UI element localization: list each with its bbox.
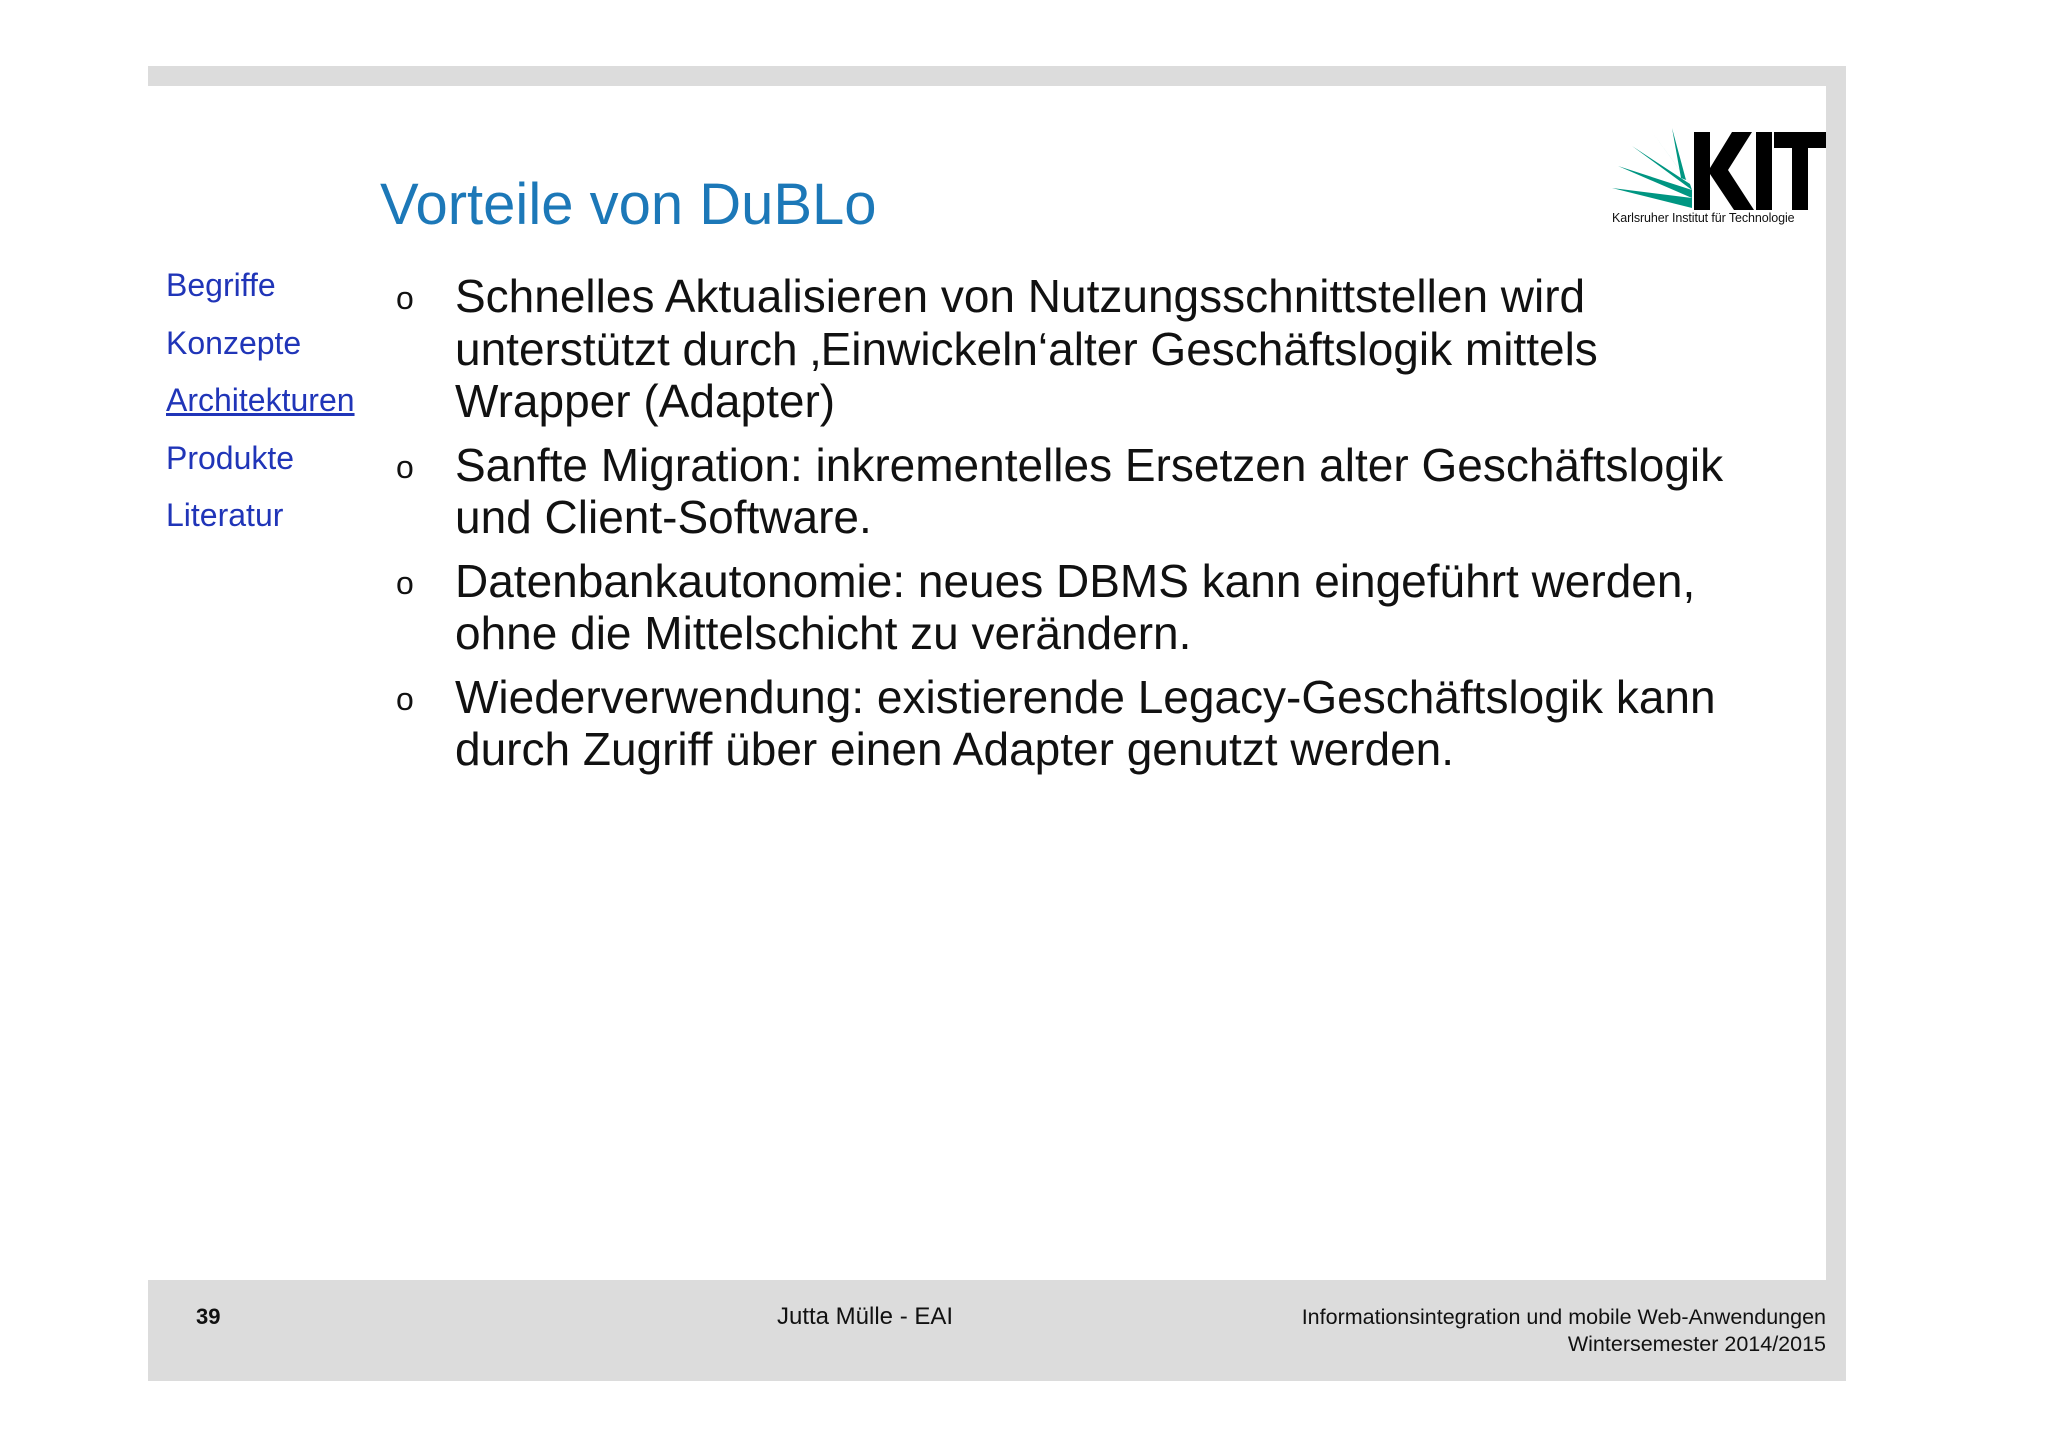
sidebar-item-architekturen[interactable]: Architekturen — [166, 382, 355, 418]
bullet-text-line: und Client-Software. — [455, 491, 872, 543]
footer-course — [1302, 1304, 1826, 1358]
bullet-item — [394, 555, 1814, 660]
kit-logo-graphic — [1612, 128, 1827, 213]
bullet-marker: o — [396, 280, 414, 316]
bullet-marker: o — [396, 680, 414, 717]
bullet-item — [394, 439, 1814, 544]
footer-author: Jutta Mülle - EAI — [776, 1303, 954, 1330]
footer-semester: Wintersemester 2014/2015 — [1567, 1332, 1826, 1356]
bullet-item — [394, 270, 1814, 428]
slide-frame-top — [148, 66, 1846, 86]
bullet-marker: o — [396, 564, 414, 601]
slide-frame-right — [1826, 66, 1846, 1280]
bullet-text-line: durch Zugriff über einen Adapter genutzt werden. — [455, 723, 1455, 775]
page-number: 39 — [196, 1304, 221, 1329]
bullet-text-line: Schnelles Aktualisieren von Nutzungsschnittstellen wird — [455, 270, 1586, 322]
bullet-text-line: Datenbankautonomie: neues DBMS kann eingeführt werden, — [455, 554, 1696, 607]
bullet-text-line: unterstützt durch ‚Einwickeln‘alter Geschäftslogik mittels — [455, 322, 1598, 375]
bullet-marker: o — [396, 448, 414, 485]
bullet-item — [394, 671, 1814, 776]
bullet-text-line: ohne die Mittelschicht zu verändern. — [455, 607, 1192, 659]
bullet-text-line: Wrapper (Adapter) — [455, 375, 836, 427]
bullet-text-line: Wiederverwendung: existierende Legacy-Geschäftslogik kann — [455, 670, 1716, 723]
sidebar-item-begriffe[interactable]: Begriffe — [166, 267, 276, 303]
kit-wordmark-graphic — [1694, 132, 1826, 210]
bullet-text-line: Sanfte Migration: inkrementelles Ersetzen alter Geschäftslogik — [455, 438, 1724, 491]
sidebar-nav — [166, 265, 355, 553]
kit-logo-subtitle: Karlsruher Institut für Technologie — [1612, 211, 1795, 225]
footer-course-title: Informationsintegration und mobile Web-Anwendungen — [1301, 1305, 1826, 1329]
bullet-list — [394, 270, 1814, 787]
slide-title: Vorteile von DuBLo — [380, 172, 877, 237]
sidebar-item-produkte[interactable]: Produkte — [166, 439, 295, 476]
sidebar-item-konzepte[interactable]: Konzepte — [166, 324, 302, 361]
sidebar-item-literatur[interactable]: Literatur — [166, 497, 284, 533]
kit-fan-icon — [1612, 128, 1692, 208]
